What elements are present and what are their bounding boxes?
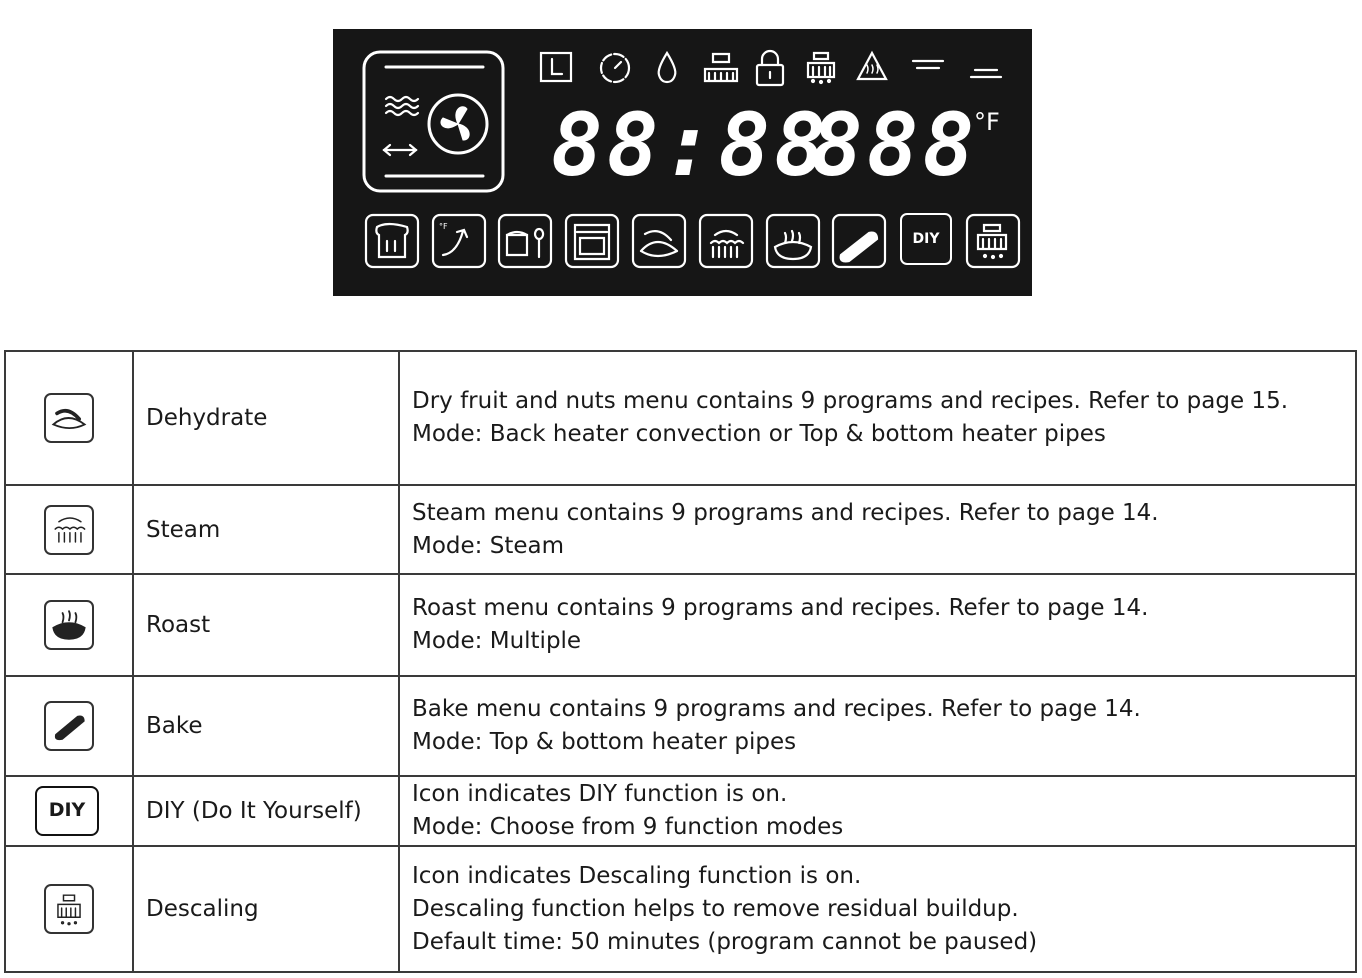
icon-cell	[5, 676, 133, 776]
description-line: Icon indicates DIY function is on.	[412, 781, 788, 807]
steam-icon	[700, 215, 752, 267]
diy-icon: DIY	[35, 786, 99, 836]
steam-clean-icon	[808, 53, 834, 83]
temperature-unit: °F	[974, 108, 1000, 136]
icon-cell	[5, 485, 133, 574]
bake-icon	[44, 701, 94, 751]
function-legend-table	[4, 350, 1357, 973]
oven-mode-frame	[364, 52, 503, 191]
dehydrate-icon	[44, 393, 94, 443]
function-description	[399, 676, 1356, 776]
water-drop-icon	[659, 53, 676, 82]
roast-icon	[44, 600, 94, 650]
description-line: Mode: Multiple	[412, 628, 582, 654]
description-line: Mode: Steam	[412, 532, 564, 559]
description-line: Mode: Back heater convection or Top & bottom heater pipes	[412, 421, 1106, 447]
function-description	[399, 846, 1356, 972]
description-line: Icon indicates Descaling function is on.	[412, 862, 862, 889]
slow-cook-icon	[499, 215, 551, 267]
bake-icon	[833, 215, 885, 267]
table-row	[5, 574, 1356, 676]
time-readout: 88:88	[551, 96, 830, 196]
description-line: Mode: Top & bottom heater pipes	[412, 729, 797, 755]
description-line: Bake menu contains 9 programs and recipes. Refer to page 14.	[412, 696, 1141, 722]
description-line: Default time: 50 minutes (program cannot be paused)	[412, 928, 1038, 955]
diy-key-label: DIY	[912, 231, 940, 247]
icon-cell	[5, 574, 133, 676]
icon-cell	[5, 776, 133, 846]
diy-key	[900, 213, 952, 265]
table-row	[5, 676, 1356, 776]
function-description	[399, 351, 1356, 485]
descaling-icon	[44, 884, 94, 934]
function-description	[399, 485, 1356, 574]
function-description	[399, 574, 1356, 676]
steam-wave-icon	[386, 97, 418, 115]
svg-text:°F: °F	[439, 222, 448, 231]
convection-arrow-icon	[384, 145, 416, 155]
description-line: Mode: Choose from 9 function modes	[412, 814, 844, 840]
table-row	[5, 846, 1356, 972]
icon-cell	[5, 351, 133, 485]
water-level-low-icon	[971, 70, 1001, 77]
temperature-readout: 888	[811, 96, 979, 196]
water-level-high-icon	[913, 61, 943, 68]
function-name: Descaling	[133, 846, 399, 972]
description-line: Roast menu contains 9 programs and recipes. Refer to page 14.	[412, 595, 1149, 621]
preheat-icon	[433, 215, 485, 267]
control-display-panel	[333, 29, 1032, 296]
function-description	[399, 776, 1356, 846]
steam-icon	[44, 505, 94, 555]
hot-surface-warning-icon	[858, 53, 886, 79]
function-name: DIY (Do It Yourself)	[133, 776, 399, 846]
function-name: Steam	[133, 485, 399, 574]
clock-icon	[541, 53, 571, 81]
function-name: Bake	[133, 676, 399, 776]
function-name: Dehydrate	[133, 351, 399, 485]
description-line: Descaling function helps to remove residual buildup.	[412, 895, 1019, 922]
table-row	[5, 485, 1356, 574]
function-name: Roast	[133, 574, 399, 676]
icon-cell	[5, 846, 133, 972]
air-fry-icon	[566, 215, 618, 267]
dehydrate-icon	[633, 215, 685, 267]
roast-icon	[767, 215, 819, 267]
description-line: Dry fruit and nuts menu contains 9 programs and recipes. Refer to page 15.	[412, 388, 1289, 414]
timer-icon	[601, 54, 629, 82]
toast-icon	[366, 215, 418, 267]
lock-icon	[757, 51, 783, 85]
table-row	[5, 776, 1356, 846]
description-line: Steam menu contains 9 programs and recipes. Refer to page 14.	[412, 499, 1159, 526]
descaling-brush-icon	[705, 54, 737, 81]
descaling-key-icon	[967, 215, 1019, 267]
table-row	[5, 351, 1356, 485]
